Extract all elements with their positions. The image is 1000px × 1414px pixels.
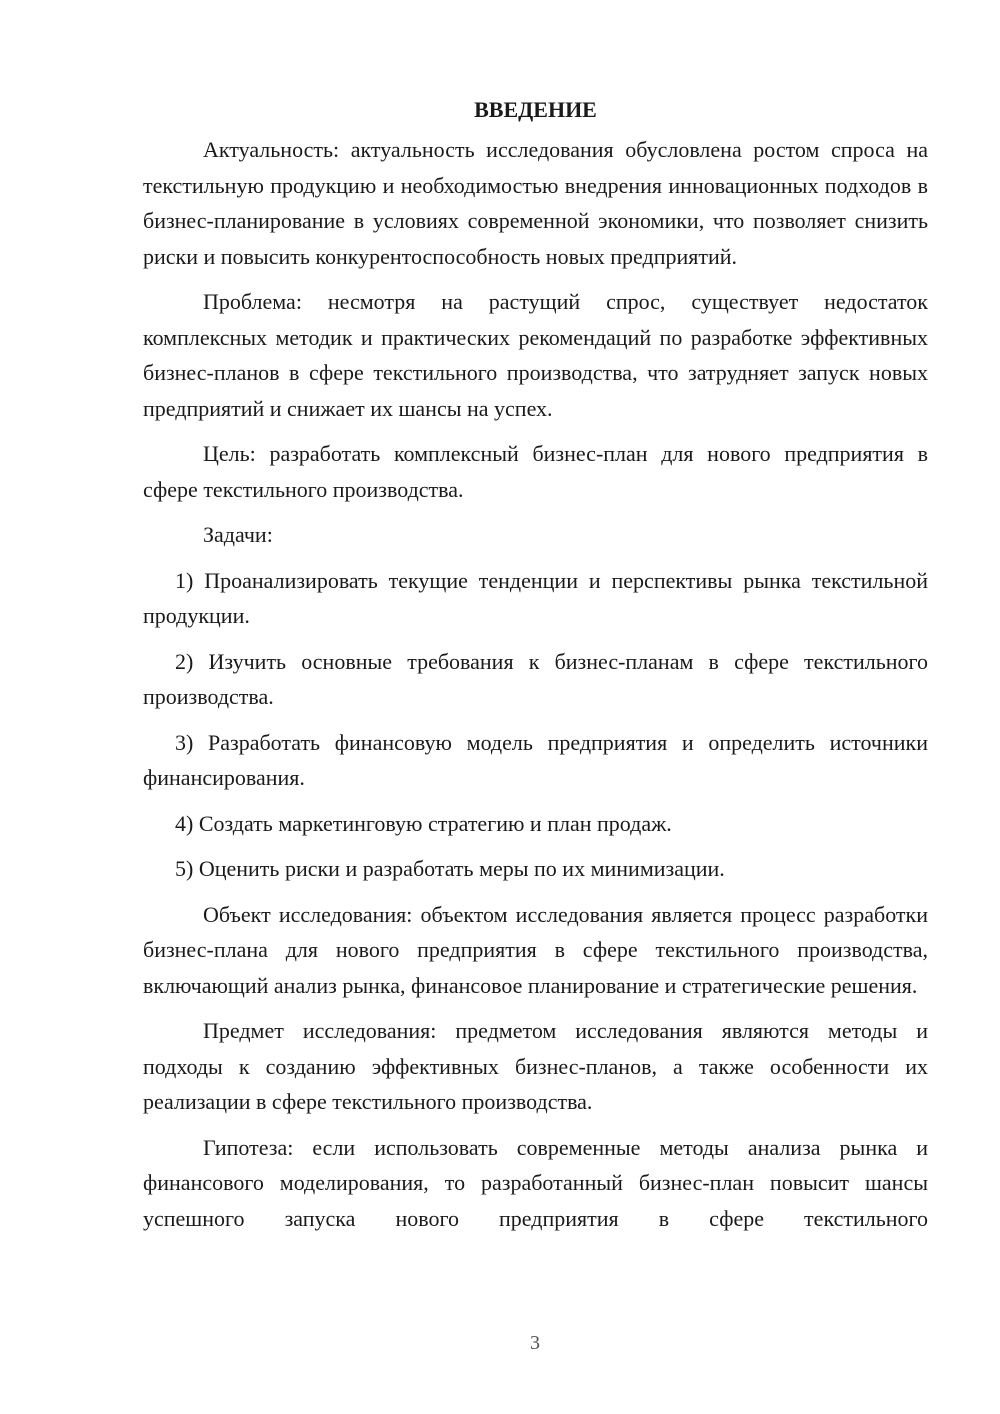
task-item-1: 1) Проанализировать текущие тенденции и перспективы рынка текстильной продукции. <box>143 567 928 628</box>
page-number: 3 <box>530 1332 540 1354</box>
paragraph-subject: Предмет исследования: предметом исследования являются методы и подходы к созданию эффективных бизнес-планов, а также особенности их реализации в сфере текстильного производства. <box>143 1018 928 1114</box>
document-page <box>143 92 928 1246</box>
paragraph-goal: Цель: разработать комплексный бизнес-план для нового предприятия в сфере текстильного производства. <box>143 441 928 502</box>
paragraph-relevance: Актуальность: актуальность исследования обусловлена ростом спроса на текстильную продукцию и необходимостью внедрения инновационных подходов в бизнес-планирование в условиях современной экономики, что позволяет снизить риски и повысить конкурентоспособность новых предприятий. <box>143 137 928 269</box>
paragraph-object: Объект исследования: объектом исследования является процесс разработки бизнес-плана для нового предприятия в сфере текстильного производства, включающий анализ рынка, финансовое планирование и стратегические решения. <box>143 901 928 998</box>
paragraph-tasks-heading: Задачи: <box>203 522 273 547</box>
task-item-3: 3) Разработать финансовую модель предприятия и определить источники финансирования. <box>143 729 928 790</box>
page-title: ВВЕДЕНИЕ <box>474 97 597 122</box>
task-item-5: 5) Оценить риски и разработать меры по их минимизации. <box>175 856 725 881</box>
paragraph-problem: Проблема: несмотря на растущий спрос, существует недостаток комплексных методик и практических рекомендаций по разработке эффективных бизнес-планов в сфере текстильного производства, что затрудняет запуск новых предприятий и снижает их шансы на успех. <box>143 289 928 421</box>
paragraph-hypothesis: Гипотеза: если использовать современные методы анализа рынка и финансового моделирования, то разработанный бизнес-план повысит шансы успешного запуска нового предприятия в сфере текстильного <box>143 1134 928 1231</box>
task-item-4: 4) Создать маркетинговую стратегию и план продаж. <box>175 810 672 836</box>
task-item-2: 2) Изучить основные требования к бизнес-планам в сфере текстильного производства. <box>143 648 928 709</box>
